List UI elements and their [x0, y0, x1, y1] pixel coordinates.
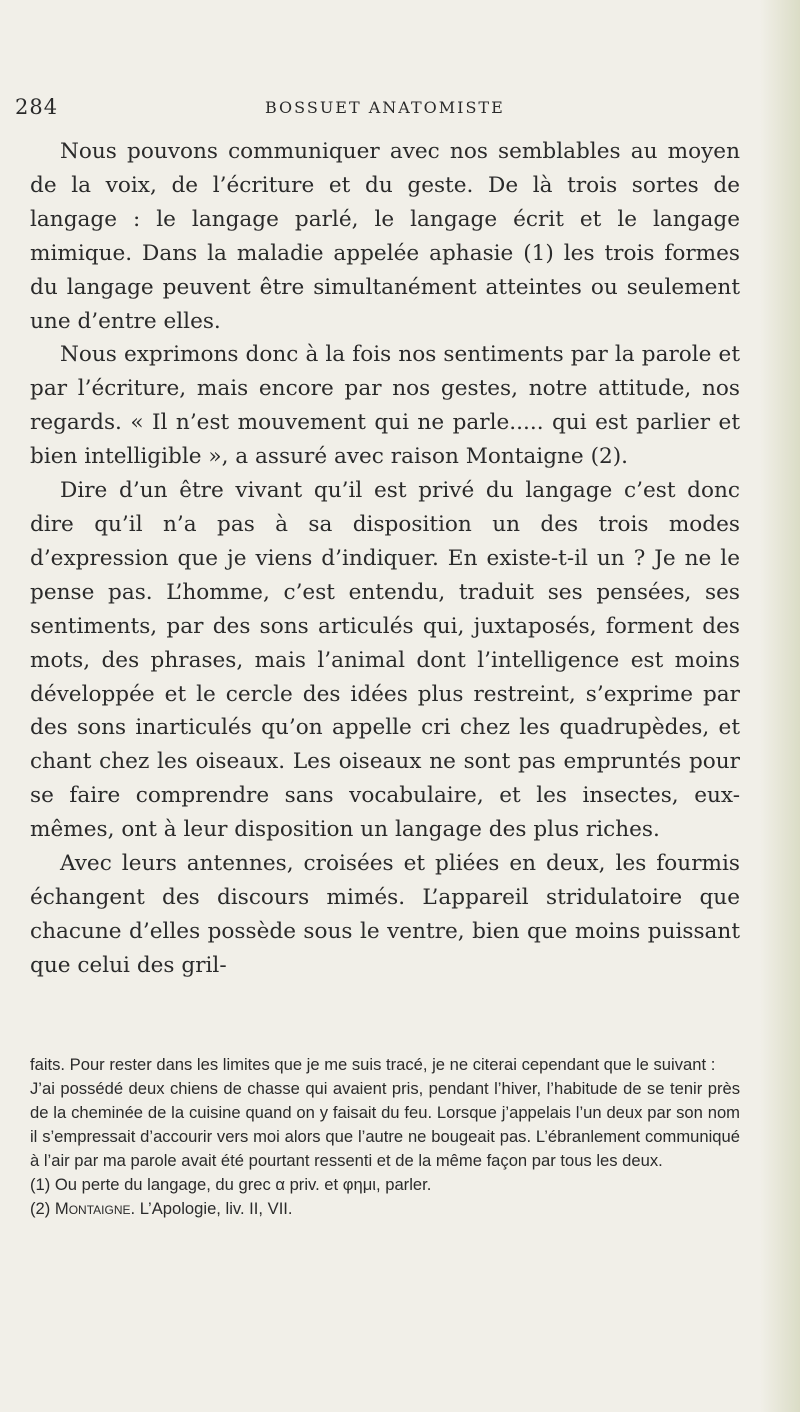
main-text: [30, 135, 740, 983]
footnote-2-number: (2): [30, 1199, 55, 1218]
paragraph-4: Avec leurs antennes, croisées et pliées en deux, les fourmis échangent des discours mimés. L’appareil stridulatoire que chacune d’elles possède sous le ventre, bien que moins puissant que celui des gril-: [30, 851, 740, 978]
footnote-2-reference: . L’Apologie, liv. II, VII.: [130, 1199, 293, 1218]
paragraph-2: Nous exprimons donc à la fois nos sentiments par la parole et par l’écriture, mais encore par nos gestes, notre attitude, nos regards. « Il n’est mouvement qui ne parle..... qui est parlier et bien intelligible », a assuré avec raison Montaigne (2).: [30, 342, 740, 470]
page-edge-shadow: [760, 0, 800, 1412]
footnotes: [30, 1053, 740, 1221]
running-title: BOSSUET ANATOMISTE: [265, 98, 505, 117]
running-head: [0, 95, 800, 125]
footnote-1: (1) Ou perte du langage, du grec α priv. et φημι, parler.: [30, 1175, 432, 1194]
paragraph-3: Dire d’un être vivant qu’il est privé du langage c’est donc dire qu’il n’a pas à sa disposition un des trois modes d’expression que je viens d’indiquer. En existe-t-il un ? Je ne le pense pas. L’homme, c’est entendu, traduit ses pensées, ses sentiments, par des sons articulés qui, juxtaposés, forment des mots, des phrases, mais l’animal dont l’intelligence est moins développée et le cercle des idées plus restreint, s’exprime par des sons inarticulés qu’on appelle cri chez les quadrupèdes, et chant chez les oiseaux. Les oiseaux ne sont pas empruntés pour se faire comprendre sans vocabulaire, et les insectes, eux-mêmes, ont à leur disposition un langage des plus riches.: [30, 478, 740, 843]
page-number: 284: [15, 95, 59, 119]
footnote-2-author: Montaigne: [54, 1199, 131, 1218]
footnote-anecdote: J’ai possédé deux chiens de chasse qui avaient pris, pendant l’hiver, l’habitude de se tenir près de la cheminée de la cuisine quand on y faisait du feu. Lorsque j’appelais l’un deux par son nom il s’empressait d’accourir vers moi alors que l’autre ne bougeait pas. L’ébranlement communiqué à l’air par ma parole avait été pourtant ressenti et de la même façon par tous les deux.: [30, 1079, 740, 1170]
footnote-continuation: faits. Pour rester dans les limites que je me suis tracé, je ne citerai cependant que le suivant :: [30, 1055, 716, 1074]
paragraph-1: Nous pouvons communiquer avec nos semblables au moyen de la voix, de l’écriture et du geste. De là trois sortes de langage : le langage parlé, le langage écrit et le langage mimique. Dans la maladie appelée aphasie (1) les trois formes du langage peuvent être simultanément atteintes ou seulement une d’entre elles.: [30, 139, 740, 334]
footnote-2: [30, 1197, 740, 1221]
